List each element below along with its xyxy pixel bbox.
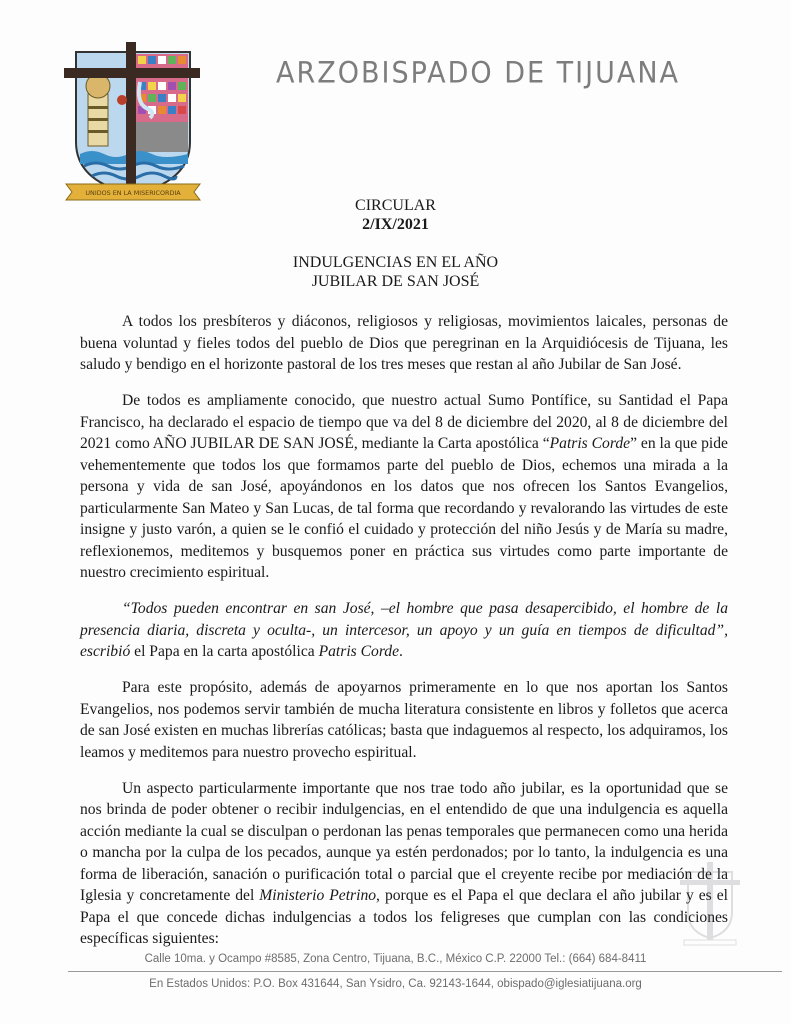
logo-motto: UNIDOS EN LA MISERICORDIA [85,189,181,197]
paragraph-quote: “Todos pueden encontrar en san José, –el hombre que pasa desapercibido, el hombre de la presencia diaria, discreta y oculta-, un intercesor, un apoyo y un guía en tiempos de dificultad”, escribió el Papa en la carta apostólica Patris Corde. [80,600,728,660]
footer-address: Calle 10ma. y Ocampo #8585, Zona Centro, Tijuana, B.C., México C.P. 22000 Tel.: (664) 684-8411 [144,953,647,965]
document-title-line-2: JUBILAR DE SAN JOSÉ [311,273,480,290]
document-title-line-1: INDULGENCIAS EN EL AÑO [292,254,499,271]
paragraph-indulgences: Un aspecto particularmente importante que nos trae todo año jubilar, es la oportunidad que se nos brinda de poder obtener o recibir indulgencias, en el entendido de que una indulgencia es aquella acción mediante la cual se disculpan o perdonan las penas temporales que permanecen como una herida o mancha por la culpa de los pecados, aunque ya estén perdonados; por lo tanto, la indulgencia es una forma de liberación, sanación o purificación total o parcial que el creyente recibe por mediación de la Iglesia y concretamente del Ministerio Petrino, porque es el Papa el que declara el año jubilar y es el Papa el que concede dichas indulgencias a todos los feligreses que cumplan con las condiciones específicas siguientes: [80,779,728,947]
circular-number: 2/IX/2021 [362,216,429,233]
circular-label: CIRCULAR [355,197,436,214]
pope-quote: “Todos pueden encontrar en san José, –el hombre que pasa desapercibido, el hombre de la presencia diaria, discreta y oculta-, un intercesor, un apoyo y un guía en tiempos de dificultad”, escribió [80,600,728,660]
footer-us-address: En Estados Unidos: P.O. Box 431644, San Ysidro, Ca. 92143-1644, obispado@iglesiatijuana.org [149,978,642,990]
patris-corde-title: Patris Corde [549,435,631,452]
archdiocese-coat-of-arms-logo [62,42,204,204]
document-body [80,311,728,964]
ministerio-petrino: Ministerio Petrino [259,887,377,904]
paragraph-jubilee-declaration: De todos es ampliamente conocido, que nuestro actual Sumo Pontífice, su Santidad el Papa Francisco, ha declarado el espacio de tiempo que va del 8 de diciembre del 2020, al 8 de diciembre del 2021 como AÑO JUBILAR DE SAN JOSÉ, mediante la Carta apostólica “Patris Corde” en la que pide vehementemente que todos los que formamos parte del pueblo de Dios, echemos una mirada a la persona y vida de san José, apoyándonos en los datos que nos ofrecen los Santos Evangelios, particularmente San Mateo y San Lucas, de tal forma que recordando y revalorando las virtudes de este insigne y justo varón, a quien se le confió el cuidado y protección del niño Jesús y de María su madre, reflexionemos, meditemos y busquemos poner en práctica sus virtudes como parte importante de nuestro crecimiento espiritual. [80,392,728,581]
organization-name: ARZOBISPADO DE TIJUANA [276,56,681,91]
footer-divider [68,971,782,972]
watermark-shield-icon [680,862,740,946]
paragraph-greeting: A todos los presbíteros y diáconos, religiosos y religiosas, movimientos laicales, personas de buena voluntad y fieles todos del pueblo de Dios que peregrinan en la Arquidiócesis de Tijuana, les saludo y bendigo en el horizonte pastoral de los tres meses que restan al año Jubilar de San José. [80,313,728,373]
paragraph-literature: Para este propósito, además de apoyarnos primeramente en lo que nos aportan los Santos Evangelios, nos podemos servir también de mucha literatura consistente en libros y folletos que acerca de san José existen en muchas librerías católicas; basta que indaguemos al respecto, los adquiramos, los leamos y meditemos para nuestro provecho espiritual. [80,679,728,761]
